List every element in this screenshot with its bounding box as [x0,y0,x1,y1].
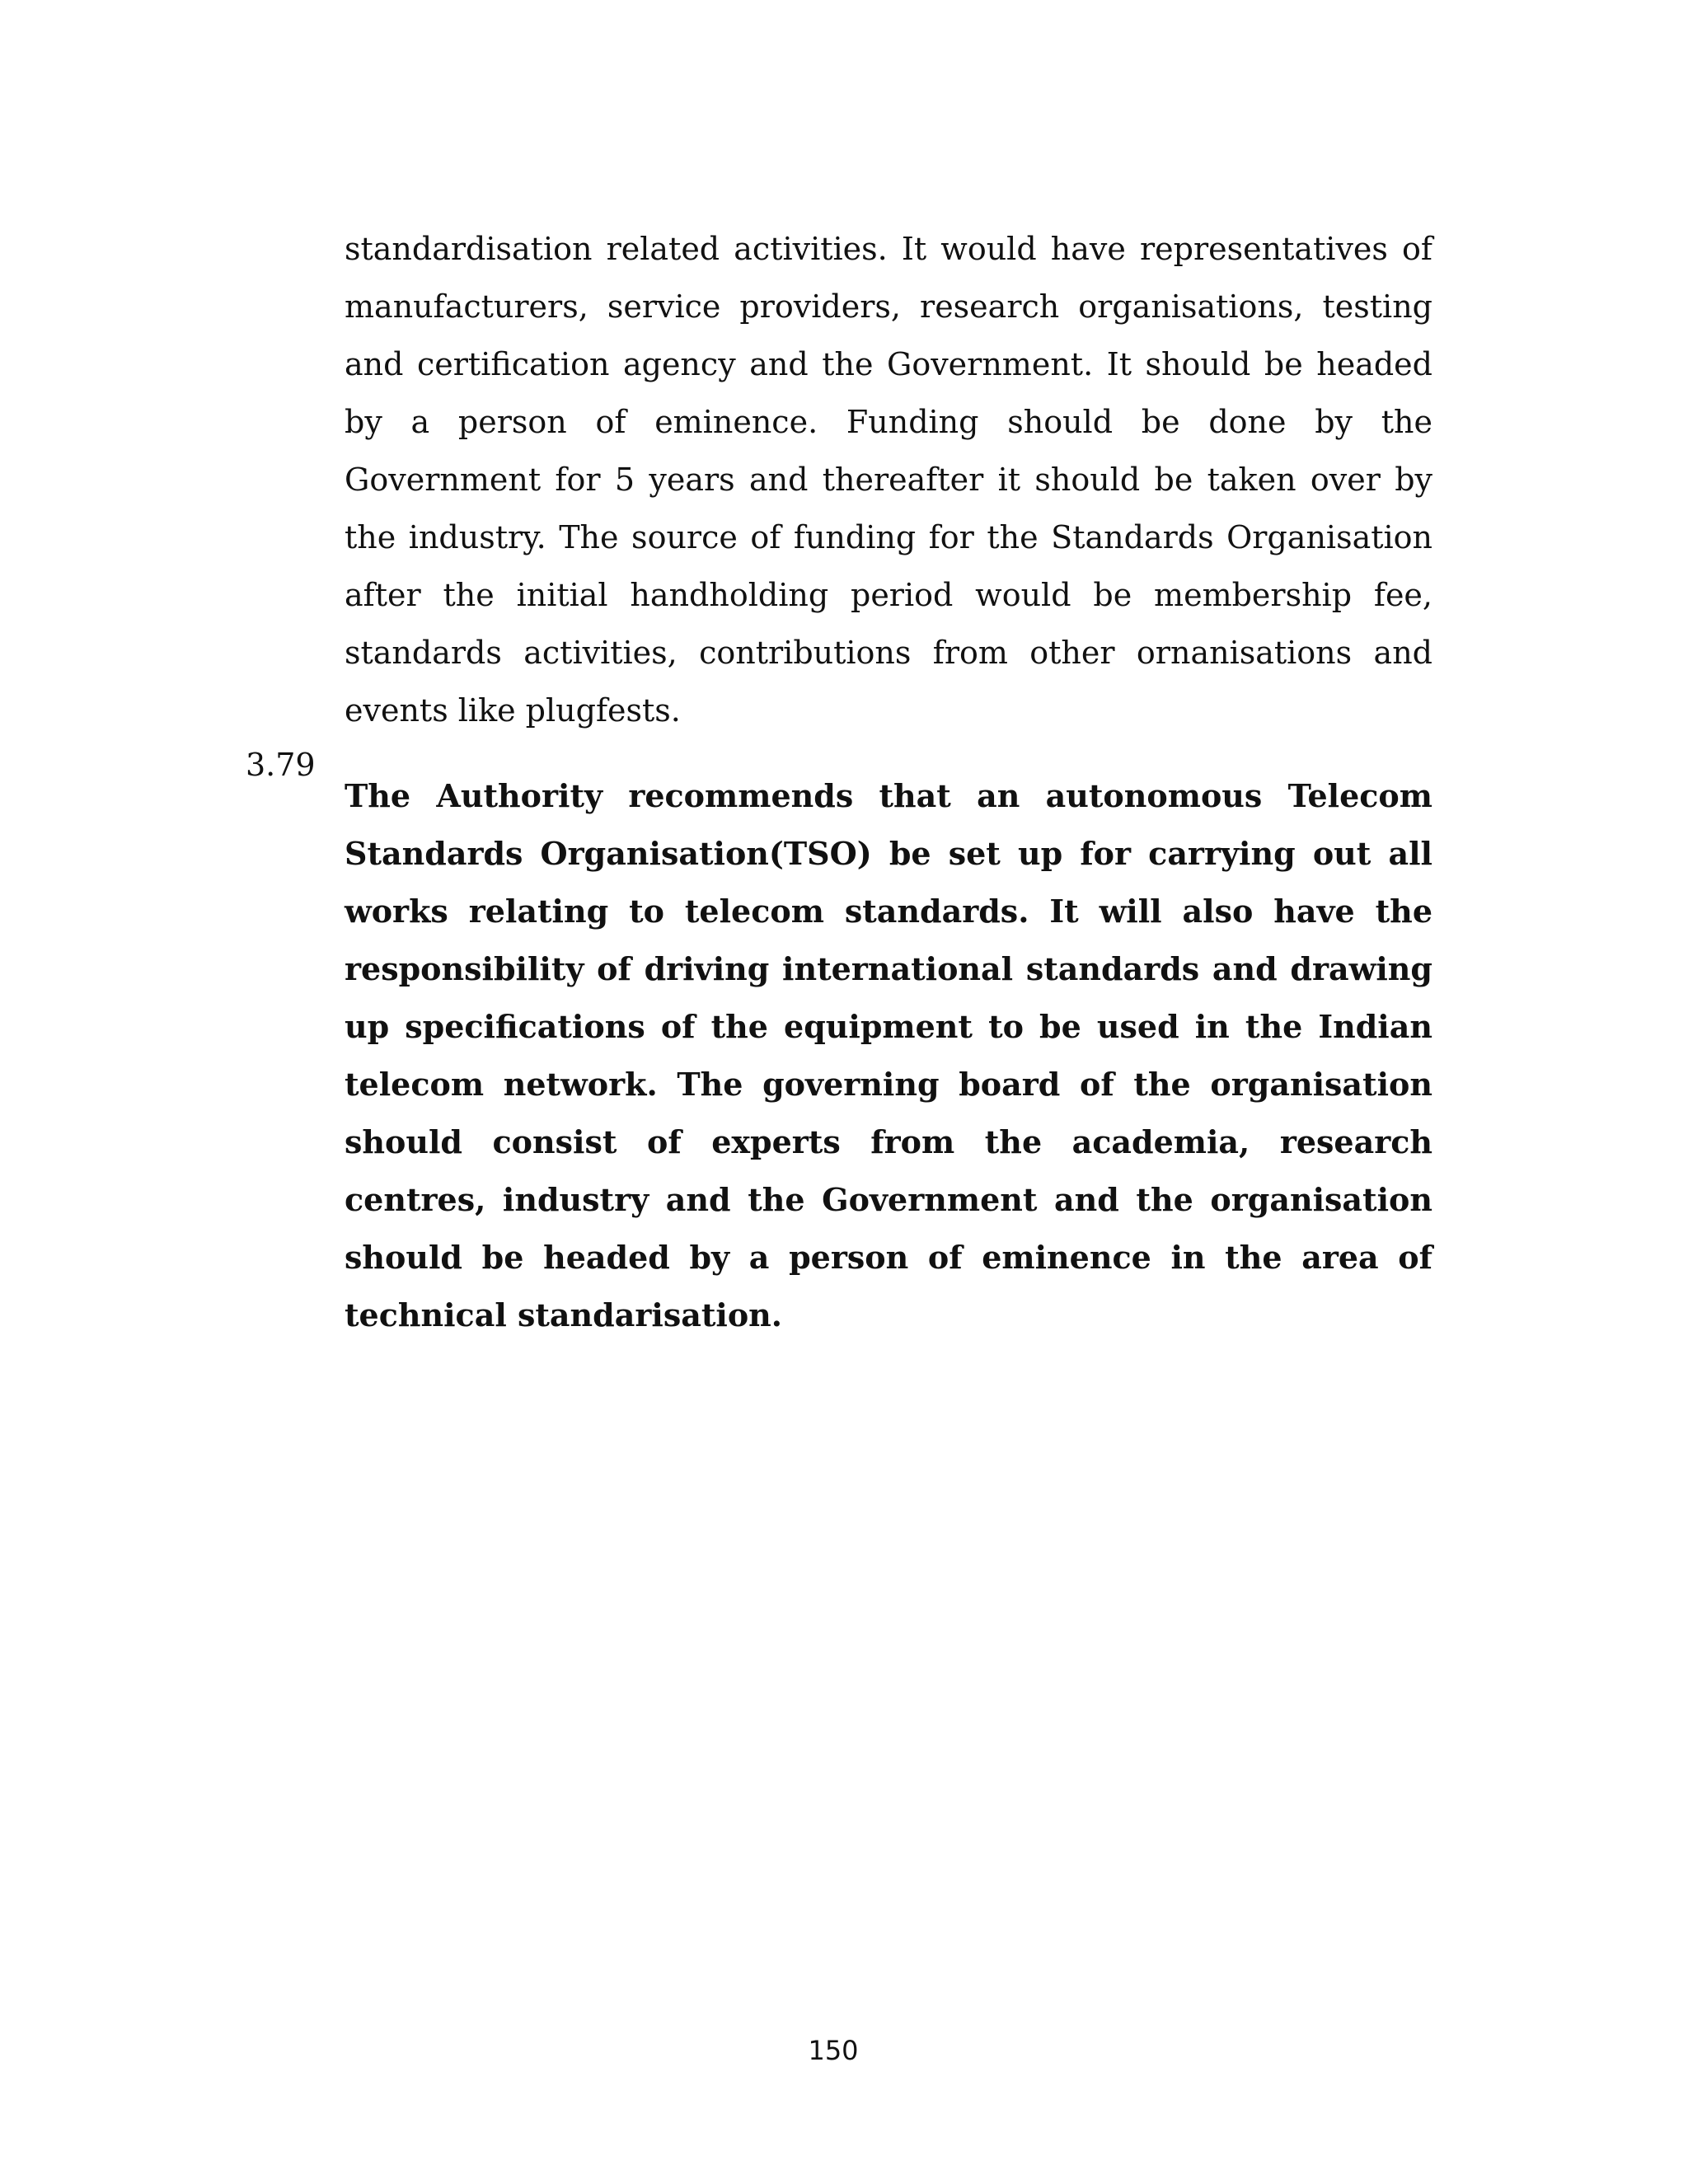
recommendation-paragraph: The Authority recommends that an autonomous Telecom Standards Organisation(TSO) be set up for carrying out all works relating to telecom standards. It will also have the responsibility of driving international standards and drawing up specifications of the equipment to be used in the Indian telecom network. The governing board of the organisation should consist of experts from the academia, research centres, industry and the Government and the organisation should be headed by a person of eminence in the area of technical standarisation. [345,777,1432,1333]
page-number: 150 [808,2035,859,2066]
continued-paragraph: standardisation related activities. It would have representatives of manufacturers, service providers, research organisations, testing and certification agency and the Government. It should be headed by a person of eminence. Funding should be done by the Government for 5 years and thereafter it should be taken over by the industry. The source of funding for the Standards Organisation after the initial handholding period would be membership fee, standards activities, contributions from other ornanisations and events like plugfests. [345,231,1432,729]
paragraph-number: 3.79 [246,747,316,783]
